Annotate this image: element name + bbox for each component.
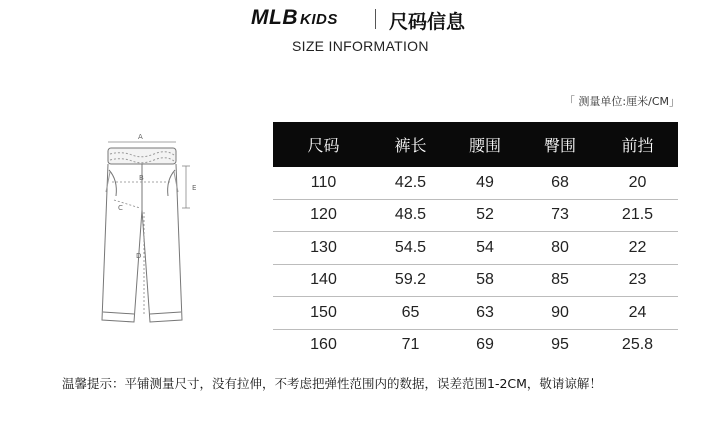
- cell-hip: 95: [551, 336, 569, 354]
- brand-name: MLB: [251, 6, 298, 29]
- header-waist: 腰围: [447, 122, 523, 167]
- cell-hip: 80: [523, 232, 597, 265]
- cell-hip: 68: [523, 167, 597, 199]
- brand-sub: KIDS: [300, 11, 338, 28]
- cell-front-rise: 25.8: [621, 336, 654, 354]
- header-front-rise: 前挡: [597, 122, 678, 167]
- cell-hip: 90: [523, 297, 597, 330]
- cell-waist: 52: [447, 199, 523, 232]
- page-title: 尺码信息: [389, 11, 466, 33]
- cell-waist: 69: [476, 336, 494, 354]
- size-table: [273, 122, 678, 361]
- header-size: 尺码: [273, 122, 374, 167]
- pants-outline-icon: [92, 130, 202, 335]
- table-row: [273, 297, 678, 330]
- cell-length: 71: [401, 336, 420, 354]
- header-divider: [375, 9, 376, 29]
- table-header-row: [273, 122, 678, 167]
- table-row: [273, 329, 678, 361]
- cell-size: 130: [273, 232, 374, 265]
- diagram-label-e: E: [192, 184, 197, 192]
- brand-logo: [251, 6, 338, 30]
- header-hip: 臀围: [523, 122, 597, 167]
- table-row: [273, 264, 678, 297]
- cell-size: 120: [273, 199, 374, 232]
- table-row: [273, 199, 678, 232]
- cell-length: 42.5: [374, 167, 447, 199]
- cell-length: 48.5: [374, 199, 447, 232]
- pants-diagram: [92, 130, 202, 335]
- cell-length: 65: [374, 297, 447, 330]
- cell-front-rise: 21.5: [597, 199, 678, 232]
- cell-waist: 49: [447, 167, 523, 199]
- header-length: 裤长: [374, 122, 447, 167]
- cell-front-rise: 23: [597, 264, 678, 297]
- diagram-label-a: A: [138, 133, 143, 141]
- cell-waist: 58: [447, 264, 523, 297]
- footnote: 温馨提示：平铺测量尺寸，没有拉伸，不考虑把弹性范围内的数据，误差范围1-2CM，敬请谅解！: [62, 376, 602, 391]
- cell-front-rise: 24: [597, 297, 678, 330]
- page-subtitle: SIZE INFORMATION: [292, 38, 429, 54]
- cell-hip: 85: [523, 264, 597, 297]
- cell-hip: 73: [523, 199, 597, 232]
- cell-length: 59.2: [374, 264, 447, 297]
- diagram-label-b: B: [139, 174, 144, 182]
- header: [0, 6, 721, 32]
- table-row: [273, 167, 678, 199]
- cell-waist: 63: [447, 297, 523, 330]
- cell-waist: 54: [447, 232, 523, 265]
- cell-size: 160: [310, 336, 337, 354]
- cell-front-rise: 20: [597, 167, 678, 199]
- cell-front-rise: 22: [597, 232, 678, 265]
- cell-length: 54.5: [374, 232, 447, 265]
- table-row: [273, 232, 678, 265]
- cell-size: 140: [273, 264, 374, 297]
- cell-size: 110: [273, 167, 374, 199]
- unit-note: 「 测量单位:厘米/CM」: [563, 95, 680, 108]
- diagram-label-d: D: [136, 252, 142, 260]
- cell-size: 150: [273, 297, 374, 330]
- diagram-label-c: C: [118, 204, 123, 212]
